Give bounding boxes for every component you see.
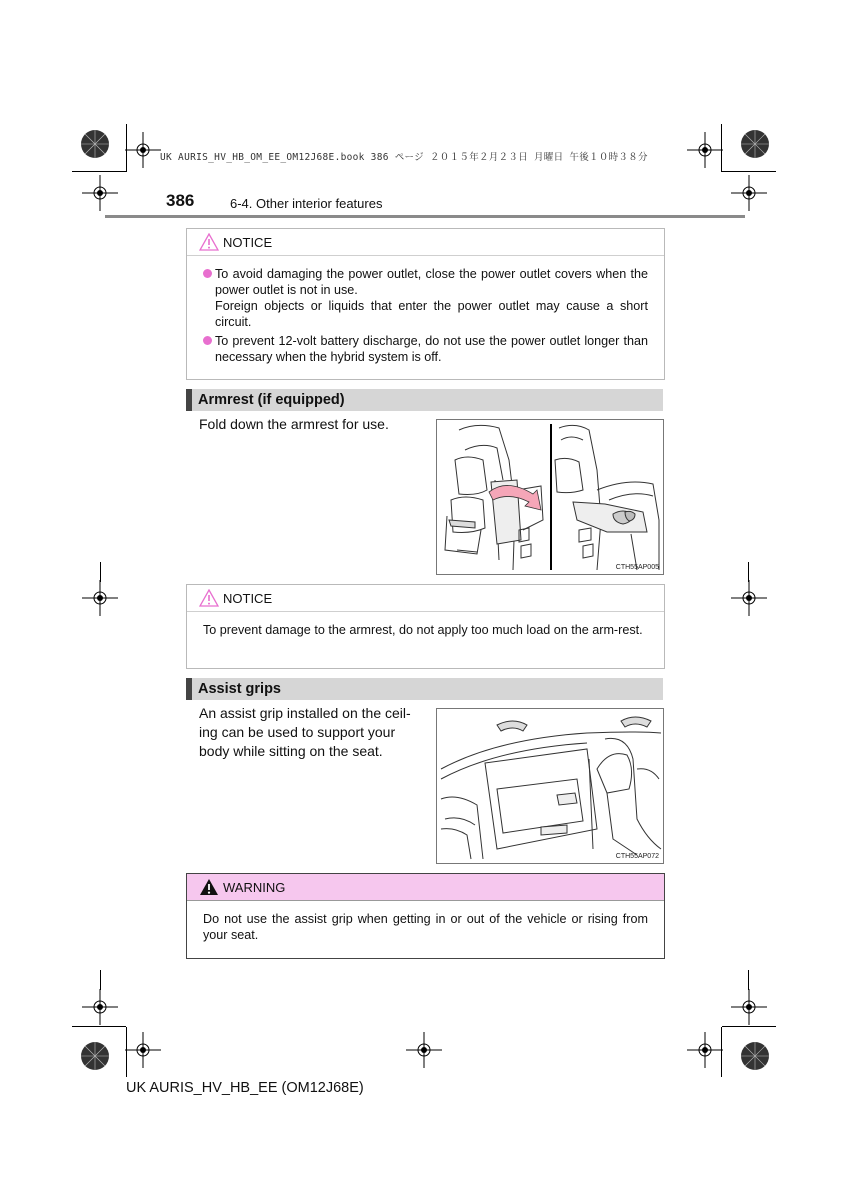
section-title: 6-4. Other interior features xyxy=(230,196,383,211)
armrest-illustration xyxy=(436,419,664,575)
armrest-instruction: Fold down the armrest for use. xyxy=(199,416,389,432)
assist-grip-drawing xyxy=(437,709,663,863)
caution-triangle-icon xyxy=(199,233,219,251)
description-line: ing can be used to support your xyxy=(199,724,396,740)
trim-line xyxy=(722,171,776,172)
crosshair-icon xyxy=(731,175,767,211)
crosshair-icon xyxy=(731,580,767,616)
trim-line xyxy=(100,970,101,990)
registration-disc-icon xyxy=(80,1041,110,1071)
notice-item-text: To prevent 12-volt battery discharge, do not use the power outlet longer than necessary when the hybrid system is off. xyxy=(215,334,648,364)
assist-grips-description xyxy=(199,704,425,761)
trim-line xyxy=(722,1026,776,1027)
assist-grip-illustration xyxy=(436,708,664,864)
notice-item xyxy=(203,333,648,365)
crosshair-icon xyxy=(687,132,723,168)
notice-box-power-outlet xyxy=(186,228,665,380)
trim-line xyxy=(100,562,101,582)
notice-item xyxy=(203,266,648,330)
notice-header xyxy=(187,585,664,612)
notice-heading: NOTICE xyxy=(223,590,273,606)
description-line: body while sitting on the seat. xyxy=(199,743,383,759)
description-line: An assist grip installed on the ceil- xyxy=(199,705,411,721)
figure-code: CTH55AP005 xyxy=(615,564,659,571)
crosshair-icon xyxy=(82,175,118,211)
trim-line xyxy=(748,970,749,990)
warning-header xyxy=(187,874,664,901)
crosshair-icon xyxy=(125,1032,161,1068)
crosshair-icon xyxy=(406,1032,442,1068)
print-header: UK AURIS_HV_HB_OM_EE_OM12J68E.book 386 ページ ２０１５年２月２３日 月曜日 午後１０時３８分 xyxy=(160,152,648,163)
bullet-icon xyxy=(203,336,212,345)
trim-line xyxy=(126,124,127,172)
crosshair-icon xyxy=(82,580,118,616)
notice-item-text: To avoid damaging the power outlet, close the power outlet covers when the power outlet is not in use. xyxy=(215,267,648,297)
crosshair-icon xyxy=(731,989,767,1025)
header-rule xyxy=(105,215,745,218)
warning-box xyxy=(186,873,665,959)
bullet-icon xyxy=(203,269,212,278)
warning-text: Do not use the assist grip when getting in or out of the vehicle or rising from your seat. xyxy=(203,912,648,942)
caution-triangle-icon xyxy=(199,589,219,607)
section-heading-assist-grips: Assist grips xyxy=(186,678,663,700)
trim-line xyxy=(126,1027,127,1077)
trim-line xyxy=(721,124,722,172)
trim-line xyxy=(72,171,126,172)
figure-code: CTH55AP072 xyxy=(615,853,659,860)
warning-triangle-icon xyxy=(199,878,219,896)
notice-text: To prevent damage to the armrest, do not apply too much load on the arm-rest. xyxy=(203,623,643,637)
crosshair-icon xyxy=(687,1032,723,1068)
footer-model-code: UK AURIS_HV_HB_EE (OM12J68E) xyxy=(126,1080,364,1096)
notice-header xyxy=(187,229,664,256)
notice-heading: NOTICE xyxy=(223,234,273,250)
crosshair-icon xyxy=(125,132,161,168)
page-number: 386 xyxy=(166,191,195,210)
armrest-drawing xyxy=(437,420,663,574)
trim-line xyxy=(748,562,749,582)
trim-line xyxy=(721,1027,722,1077)
registration-disc-icon xyxy=(740,1041,770,1071)
registration-disc-icon xyxy=(740,129,770,159)
registration-disc-icon xyxy=(80,129,110,159)
trim-line xyxy=(72,1026,126,1027)
notice-item-text: Foreign objects or liquids that enter the power outlet may cause a short circuit. xyxy=(215,299,648,329)
crosshair-icon xyxy=(82,989,118,1025)
section-heading-armrest: Armrest (if equipped) xyxy=(186,389,663,411)
notice-box-armrest xyxy=(186,584,665,669)
warning-heading: WARNING xyxy=(223,879,286,895)
